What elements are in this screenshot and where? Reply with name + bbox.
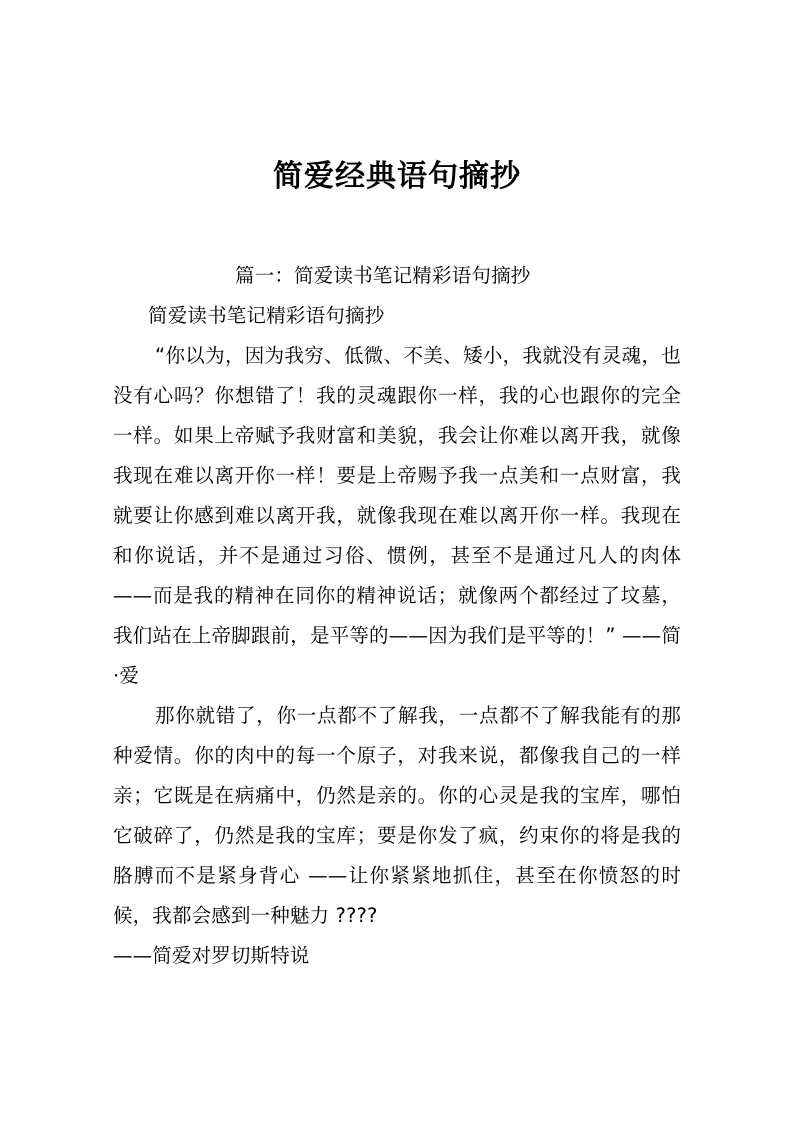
quote-paragraph-2: 那你就错了，你一点都不了解我，一点都不了解我能有的那种爱情。你的肉中的每一个原子，对我来说，都像我自己的一样亲；它既是在病痛中，仍然是亲的。你的心灵是我的宝库，哪怕它破碎了，仍然是我的宝库；要是你发了疯，约束你的将是我的胳膊而不是紧身背心 ——让你紧紧地抓住，甚至在你愤怒的时候，我都会感到一种魅力 ????: [113, 704, 681, 927]
document-body: [113, 256, 681, 976]
section-heading: 简爱读书笔记精彩语句摘抄: [148, 304, 385, 327]
chapter-label: 篇一：简爱读书笔记精彩语句摘抄: [235, 264, 531, 287]
quote-paragraph-1: “你以为，因为我穷、低微、不美、矮小，我就没有灵魂，也没有心吗？你想错了！我的灵魂跟你一样，我的心也跟你的完全一样。如果上帝赋予我财富和美貌，我会让你难以离开我，就像我现在难以离开你一样！要是上帝赐予我一点美和一点财富，我就要让你感到难以离开我，就像我现在难以离开你一样。我现在和你说话，并不是通过习俗、惯例，甚至不是通过凡人的肉体 ——而是我的精神在同你的精神说话；就像两个都经过了坟墓，我们站在上帝脚跟前，是平等的——因为我们是平等的！” ——简·爱: [113, 344, 681, 687]
speaker-attribution: ——简爱对罗切斯特说: [113, 944, 310, 967]
page-title: 简爱经典语句摘抄: [273, 159, 521, 195]
